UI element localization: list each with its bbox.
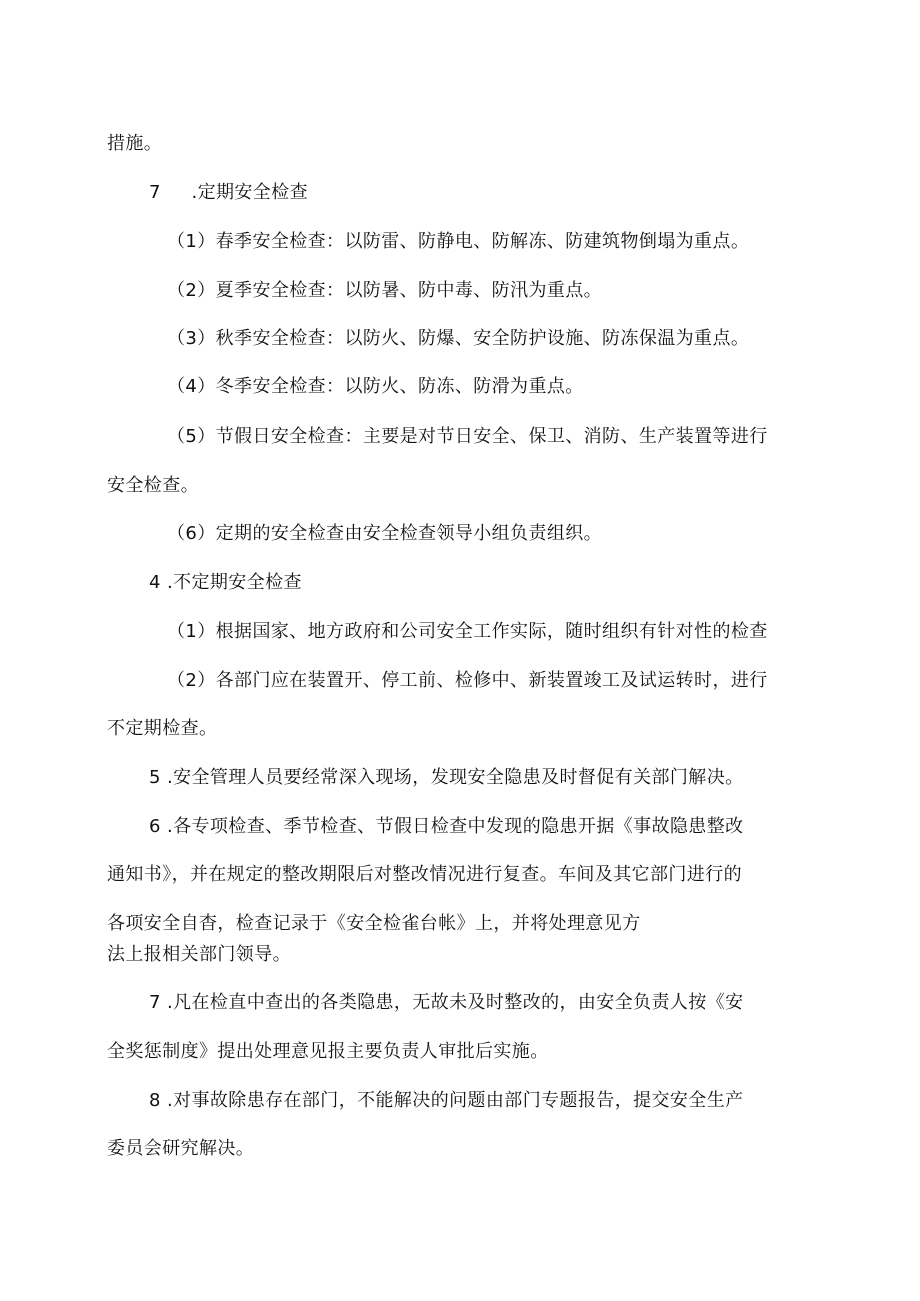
text-line: 全奖惩制度》提出处理意见报主要负责人审批后实施。	[107, 1041, 549, 1062]
list-item: 8 .对事故除患存在部门，不能解决的问题由部门专题报告，提交安全生产	[149, 1090, 744, 1111]
list-item: （6）定期的安全检查由安全检查领导小组负责组织。	[167, 523, 603, 544]
list-item: （1）春季安全检查：以防雷、防静电、防解冻、防建筑物倒塌为重点。	[167, 231, 750, 252]
text-line: 通知书》，并在规定的整改期限后对整改情况进行复查。车间及其它部门进行的	[107, 864, 742, 885]
list-item: （1）根据国家、地方政府和公司安全工作实际，随时组织有针对性的检查	[167, 621, 768, 642]
list-item: 6 .各专项检查、季节检查、节假日检查中发现的隐患开据《事故隐患整改	[149, 816, 744, 837]
list-item: （2）各部门应在装置开、停工前、检修中、新装置竣工及试运转时，进行	[167, 670, 768, 691]
list-item: 7 .凡在检直中查出的各类隐患，无故未及时整改的，由安全负责人按《安	[149, 992, 744, 1013]
text-line: 措施。	[107, 133, 163, 154]
list-item: （4）冬季安全检查：以防火、防冻、防滑为重点。	[167, 376, 584, 397]
section-heading: 4 .不定期安全检查	[149, 572, 302, 593]
text-line: 法上报相关部门领导。	[107, 944, 291, 965]
text-line: 各项安全自杳，检查记录于《安全检雀台帐》上，并将处理意见方	[107, 913, 641, 934]
text-line: 委员会研究解决。	[107, 1138, 255, 1159]
text-line: 安全检查。	[107, 475, 199, 496]
list-item: （5）节假日安全检查：主要是对节日安全、保卫、消防、生产装置等进行	[167, 426, 768, 447]
list-item: （2）夏季安全检查：以防暑、防中毒、防汛为重点。	[167, 280, 603, 301]
list-item: 5 .安全管理人员要经常深入现场，发现安全隐患及时督促有关部门解决。	[149, 767, 744, 788]
section-heading: 7 .定期安全检查	[149, 182, 308, 203]
text-line: 不定期检查。	[107, 718, 218, 739]
list-item: （3）秋季安全检查：以防火、防爆、安全防护设施、防冻保温为重点。	[167, 328, 750, 349]
